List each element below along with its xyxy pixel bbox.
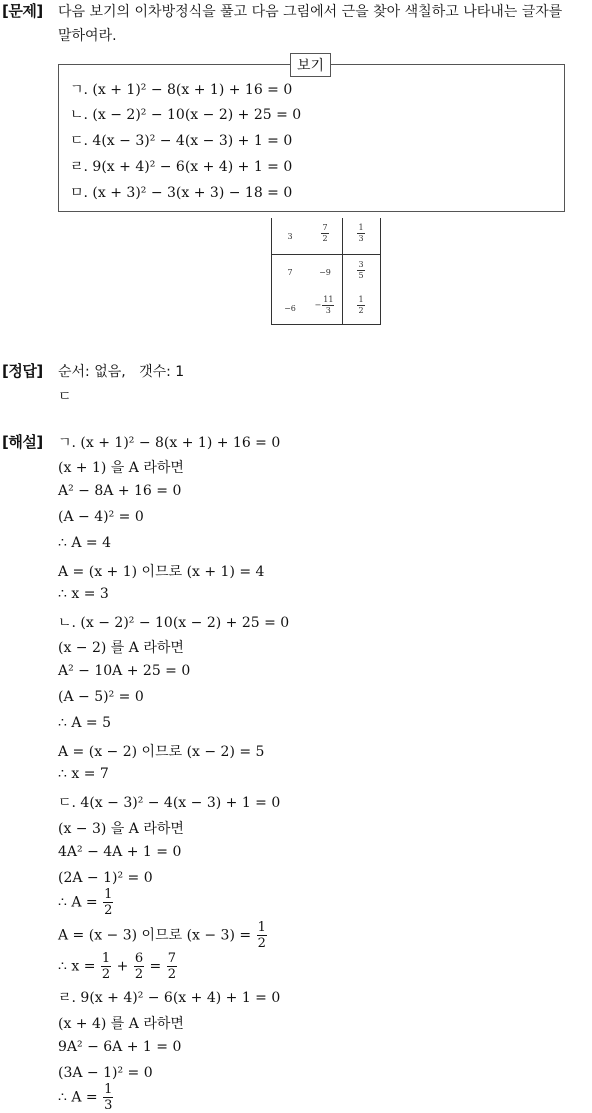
example-item-3: ㄷ. 4(x − 3)² − 4(x − 3) + 1 = 0 — [70, 133, 293, 149]
solution-line: (x − 3) 을 A 라하면 — [58, 821, 184, 837]
example-item-1: ㄱ. (x + 1)² − 8(x + 1) + 16 = 0 — [70, 82, 293, 98]
grid-divider-vertical — [342, 218, 343, 324]
example-item-5: ㅁ. (x + 3)² − 3(x + 3) − 18 = 0 — [70, 185, 293, 201]
grid-cell-r1c2: $\frac{7}{2}$ — [322, 223, 328, 243]
grid-cell-r2c3: $\frac{3}{5}$ — [358, 260, 364, 280]
example-item-4: ㄹ. 9(x + 4)² − 6(x + 4) + 1 = 0 — [70, 159, 293, 175]
solution-line-fraction: ∴ A = $\frac{1}{2}$ — [58, 887, 113, 918]
solution-line: ㄹ. 9(x + 4)² − 6(x + 4) + 1 = 0 — [58, 990, 281, 1006]
grid-cell-r3c3: $\frac{1}{2}$ — [358, 295, 364, 315]
problem-text-line1: 다음 보기의 이차방정식을 풀고 다음 그림에서 근을 찾아 색칠하고 나타내는 글자를 — [58, 4, 563, 20]
solution-line: ㄱ. (x + 1)² − 8(x + 1) + 16 = 0 — [58, 435, 281, 451]
solution-line: (A − 4)² = 0 — [58, 509, 144, 525]
solution-line: 4A² − 4A + 1 = 0 — [58, 844, 182, 860]
grid-divider-horizontal — [272, 254, 380, 255]
grid-cell-r3c2: − $\frac{11}{3}$ — [314, 295, 334, 315]
grid-cell-r3c1: −6 — [284, 304, 296, 313]
solution-line-fraction: ∴ A = $\frac{1}{3}$ — [58, 1082, 113, 1113]
solution-line: A² − 10A + 25 = 0 — [58, 663, 191, 679]
solution-line: ㄴ. (x − 2)² − 10(x − 2) + 25 = 0 — [58, 615, 290, 631]
solution-line: (2A − 1)² = 0 — [58, 870, 153, 886]
solution-line: (x − 2) 를 A 라하면 — [58, 640, 184, 656]
solution-line: ㄷ. 4(x − 3)² − 4(x − 3) + 1 = 0 — [58, 795, 281, 811]
grid-cell-r2c1: 7 — [287, 268, 293, 277]
problem-text-line2: 말하여라. — [58, 28, 117, 44]
solution-line: ∴ x = 3 — [58, 586, 109, 602]
example-box-title: 보기 — [290, 53, 331, 77]
answer-label: [정답] — [2, 362, 43, 380]
solution-line: ∴ x = 7 — [58, 766, 109, 782]
solution-line: (x + 4) 를 A 라하면 — [58, 1016, 184, 1032]
solution-line: ∴ A = 5 — [58, 715, 112, 731]
answer-summary: 순서: 없음, 갯수: 1 — [58, 364, 185, 380]
problem-label: [문제] — [2, 2, 43, 20]
solution-line: (A − 5)² = 0 — [58, 689, 144, 705]
grid-cell-r2c2: −9 — [319, 268, 331, 277]
solution-line: (x + 1) 을 A 라하면 — [58, 460, 184, 476]
solution-line: (3A − 1)² = 0 — [58, 1065, 153, 1081]
solution-line-fraction: ∴ x = $\frac{1}{2}$ + $\frac{6}{2}$ = $\frac{7}{2}$ — [58, 951, 177, 982]
grid-cell-r1c1: 3 — [287, 232, 293, 241]
solution-label: [해설] — [2, 433, 43, 451]
solution-line: A = (x + 1) 이므로 (x + 1) = 4 — [58, 564, 265, 580]
answer-value: ㄷ — [58, 389, 72, 405]
solution-line-fraction: A = (x − 3) 이므로 (x − 3) = $\frac{1}{2}$ — [58, 920, 266, 951]
example-item-2: ㄴ. (x − 2)² − 10(x − 2) + 25 = 0 — [70, 107, 302, 123]
solution-line: A = (x − 2) 이므로 (x − 2) = 5 — [58, 744, 265, 760]
answer-grid — [271, 218, 381, 325]
grid-cell-r1c3: $\frac{1}{3}$ — [358, 223, 364, 243]
solution-line: 9A² − 6A + 1 = 0 — [58, 1039, 182, 1055]
solution-line: ∴ A = 4 — [58, 535, 112, 551]
solution-line: A² − 8A + 16 = 0 — [58, 483, 182, 499]
